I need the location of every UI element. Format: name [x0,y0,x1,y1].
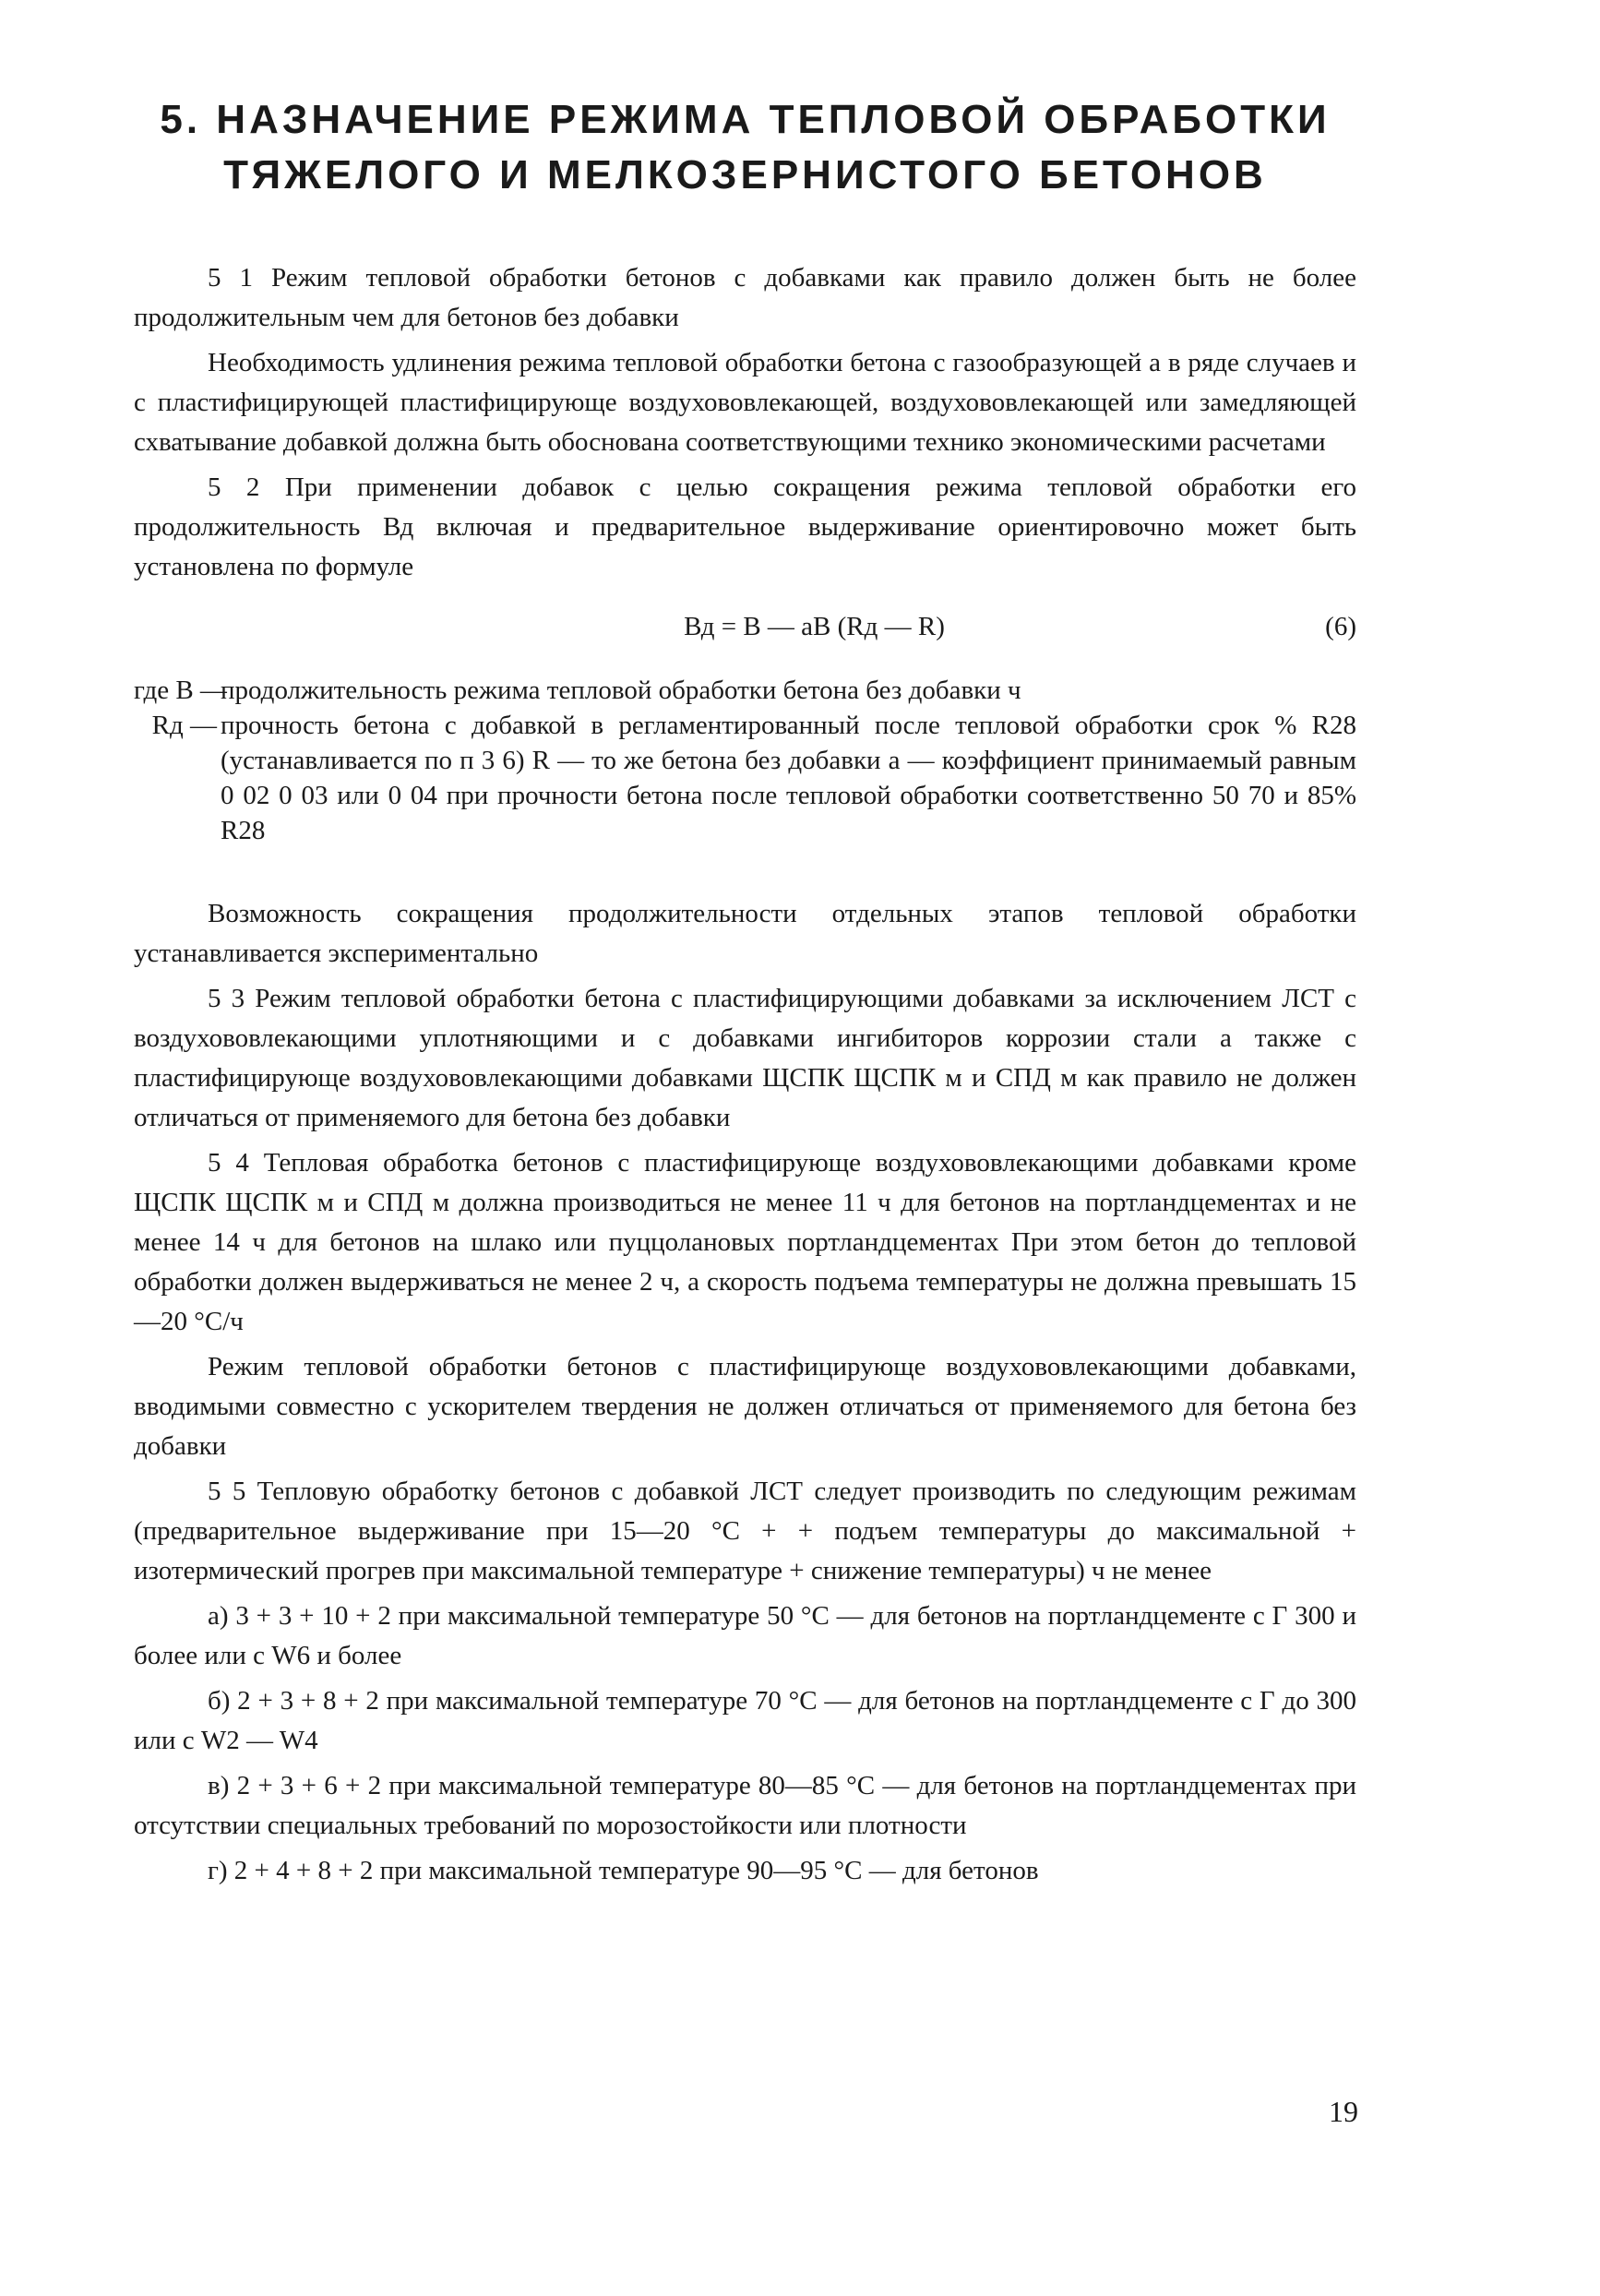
heading-line-2: ТЯЖЕЛОГО И МЕЛКОЗЕРНИСТОГО БЕТОНОВ [223,152,1267,197]
document-page [134,92,1356,1896]
legend-row-b [134,673,1356,708]
legend-symbol-b: где В — [134,676,227,705]
heading-line-1: 5. НАЗНАЧЕНИЕ РЕЖИМА ТЕПЛОВОЙ ОБРАБОТКИ [160,97,1331,142]
list-item-a: а) 3 + 3 + 10 + 2 при максимальной температуре 50 °С — для бетонов на портландцементе с Г 300 и более или с W6 и более [134,1601,1356,1670]
paragraph-5-1-cont: Необходимость удлинения режима тепловой обработки бетона с газообразующей а в ряде случаев и с пластифицирующей пластифицирующе воздухововлекающей, воздухововлекающей или замедляющей схватывание добавкой должна быть обоснована соответствующими технико экономическими расчетами [134,348,1356,457]
list-item-b: б) 2 + 3 + 8 + 2 при максимальной температуре 70 °С — для бетонов на портландцементе с Г до 300 или с W2 — W4 [134,1686,1356,1755]
list-item-g: г) 2 + 4 + 8 + 2 при максимальной температуре 90—95 °С — для бетонов [208,1856,1039,1885]
paragraph-5-4-cont: Режим тепловой обработки бетонов с пластифицирующе воздухововлекающими добавками, вводимыми совместно с ускорителем твердения не должен отличаться от применяемого для бетона без добавки [134,1352,1356,1461]
legend-symbol-rd: Rд — [151,711,217,740]
formula-6 [134,607,1356,647]
paragraph-5-3: 5 3 Режим тепловой обработки бетона с пластифицирующими добавками за исключением ЛСТ с воздухововлекающими уплотняющими и с добавками ингибиторов коррозии стали а также с пластифицирующе воздухововлекающими добавками ЩСПК ЩСПК м и СПД м как правило не должен отличаться от применяемого для бетона без добавки [134,984,1356,1132]
legend-row-rd [134,708,1356,848]
legend-text-rd: прочность бетона с добавкой в регламентированный после тепловой обработки срок % R28 (устанавливается по п 3 6) R — то же бетона без добавки а — коэффициент принимаемый равным 0 02 0 03 или 0 04 при прочности бетона после тепловой обработки соответственно 50 70 и 85% R28 [221,711,1356,845]
legend-text-b: продолжительность режима тепловой обработки бетона без добавки ч [221,676,1021,705]
paragraph-5-1: 5 1 Режим тепловой обработки бетонов с добавками как правило должен быть не более продолжительным чем для бетонов без добавки [134,263,1356,332]
paragraph-5-2: 5 2 При применении добавок с целью сокращения режима тепловой обработки его продолжительность Вд включая и предварительное выдерживание ориентировочно может быть установлена по формуле [134,472,1356,581]
list-item-v: в) 2 + 3 + 6 + 2 при максимальной температуре 80—85 °С — для бетонов на портландцементах при отсутствии специальных требований по морозостойкости или плотности [134,1771,1356,1840]
paragraph-5-4: 5 4 Тепловая обработка бетонов с пластифицирующе воздухововлекающими добавками кроме ЩСПК ЩСПК м и СПД м должна производиться не менее 11 ч для бетонов на портландцементах и не менее 14 ч для бетонов на шлако или пуццолановых портландцементах При этом бетон до тепловой обработки должен выдерживаться не менее 2 ч, а скорость подъема температуры не должна превышать 15—20 °С/ч [134,1148,1356,1336]
formula-number: (6) [1325,612,1356,641]
page-number: 19 [1329,2095,1358,2128]
formula-legend [134,673,1356,848]
paragraph-experimental: Возможность сокращения продолжительности отдельных этапов тепловой обработки устанавливается экспериментально [134,899,1356,968]
section-heading [134,92,1356,203]
formula-expression: Вд = В — аВ (Rд — R) [684,612,945,641]
paragraph-5-5: 5 5 Тепловую обработку бетонов с добавкой ЛСТ следует производить по следующим режимам (предварительное выдерживание при 15—20 °С + + подъем температуры до максимальной + изотермический прогрев при максимальной температуре + снижение температуры) ч не менее [134,1477,1356,1585]
